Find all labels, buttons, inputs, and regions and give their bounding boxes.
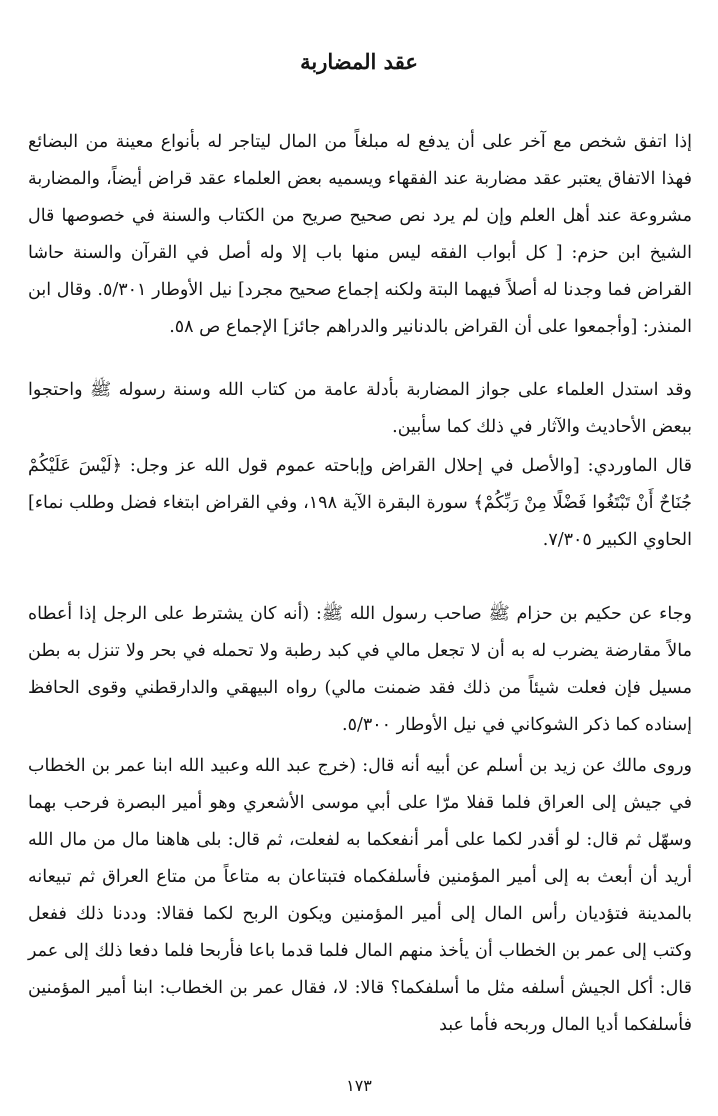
paragraph-definition: إذا اتفق شخص مع آخر على أن يدفع له مبلغاً من المال ليتاجر له بأنواع معينة من البضائع فهذا الاتفاق يعتبر عقد مضاربة عند الفقهاء ويسميه بعض العلماء عقد قراض أيضاً، والمضاربة مشروعة عند أهل العلم وإن لم يرد نص صحيح صريح من الكتاب والسنة في خصوصها قال الشيخ ابن حزم: [ كل أبواب الفقه ليس منها باب إلا وله أصل في القرآن والسنة حاشا القراض فما وجدنا له أصلاً فيهما البتة ولكنه إجماع صحيح مجرد] نيل الأوطار ٥/٣٠١. وقال ابن المنذر: [وأجمعوا على أن القراض بالدنانير والدراهم جائز] الإجماع ص ٥٨. (28, 132, 692, 337)
paragraph-evidence-intro: وقد استدل العلماء على جواز المضاربة بأدلة عامة من كتاب الله وسنة رسوله ﷺ واحتجوا ببعض الأحاديث والآثار في ذلك كما سأبين. (28, 380, 692, 437)
paragraph-hakim-hadith: وجاء عن حكيم بن حزام ﷺ صاحب رسول الله ﷺ: (أنه كان يشترط على الرجل إذا أعطاه مالاً مقارضة يضرب له به أن لا تجعل مالي في كبد رطبة ولا تحمله في بحر ولا تنزل به بطن مسيل فإن فعلت شيئاً من ذلك فقد ضمنت مالي) رواه البيهقي والدارقطني وقوى الحافظ إسناده كما ذكر الشوكاني في نيل الأوطار ٥/٣٠٠. (28, 604, 692, 735)
paragraph-mawardi-quote: قال الماوردي: [والأصل في إحلال القراض وإباحته عموم قول الله عز وجل: ﴿لَيْسَ عَلَيْكُمْ جُنَاحٌ أَنْ تَبْتَغُوا فَضْلًا مِنْ رَبِّكُمْ﴾ سورة البقرة الآية ١٩٨، وفي القراض ابتغاء فضل وطلب نماء] الحاوي الكبير ٧/٣٠٥. (28, 456, 692, 550)
paragraph-malik-narration: وروى مالك عن زيد بن أسلم عن أبيه أنه قال: (خرج عبد الله وعبيد الله ابنا عمر بن الخطاب في جيش إلى العراق فلما قفلا مرّا على أبي موسى الأشعري وهو أمير البصرة فرحب بهما وسهّل ثم قال: لو أقدر لكما على أمر أنفعكما به لفعلت، ثم قال: بلى هاهنا مال من مال الله أريد أن أبعث به إلى أمير المؤمنين فأسلفكماه فتبتاعان به متاعاً من متاع العراق ثم تبيعانه بالمدينة فتؤديان رأس المال إلى أمير المؤمنين ويكون الربح لكما فقالا: وددنا ذلك ففعل وكتب إلى عمر بن الخطاب أن يأخذ منهم المال فلما قدما باعا فأربحا فلما دفعا ذلك إلى عمر قال: أكل الجيش أسلفه مثل ما أسلفكما؟ قالا: لا، فقال عمر بن الخطاب: ابنا أمير المؤمنين فأسلفكما أديا المال وربحه فأما عبد (28, 756, 692, 1035)
page-title: عقد المضاربة (300, 49, 418, 74)
page-number: ١٧٣ (346, 1076, 372, 1095)
